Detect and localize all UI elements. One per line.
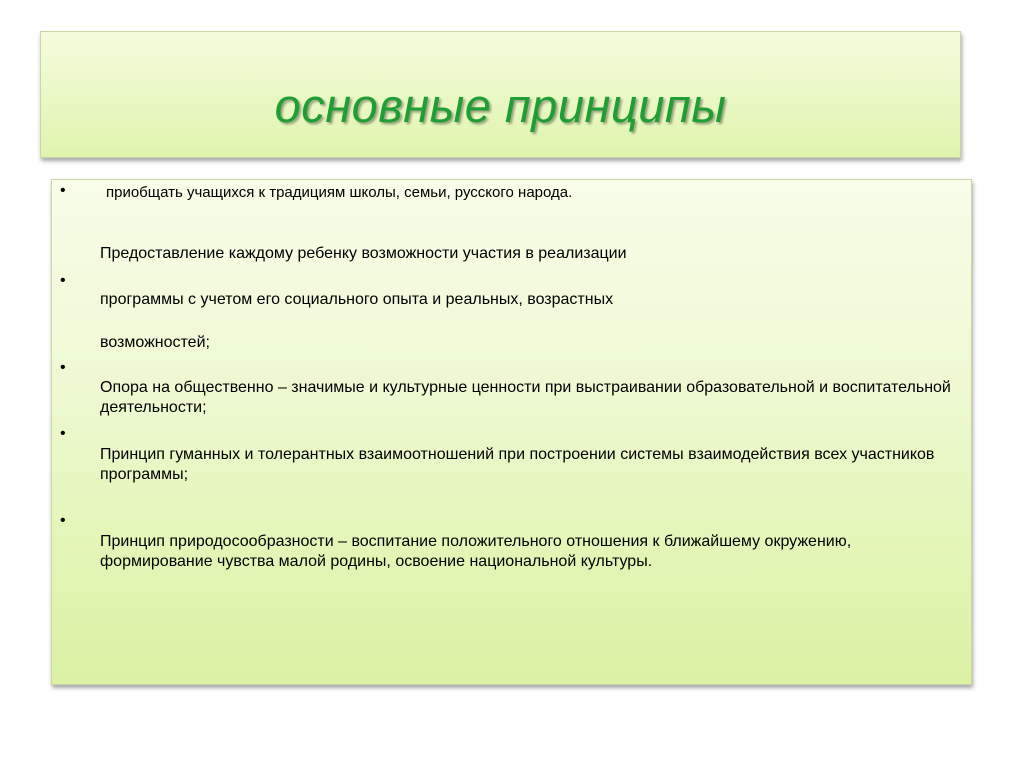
- list-item-2-line-2: программы с учетом его социального опыта и реальных, возрастных: [100, 291, 614, 308]
- list-item-4: Принцип гуманных и толерантных взаимоотношений при построении системы взаимодействия всех участников программы;: [100, 446, 935, 483]
- list-item-2-line-1: Предоставление каждому ребенку возможности участия в реализации: [100, 245, 627, 262]
- bullet-5: •: [60, 512, 66, 529]
- slide-title: основные принципы: [274, 79, 727, 132]
- list-item-5: Принцип природосообразности – воспитание положительного отношения к ближайшему окружению, формирование чувства малой родины, освоение национальной культуры.: [100, 533, 852, 570]
- bullet-3: •: [60, 359, 66, 376]
- list-item-3: Опора на общественно – значимые и культурные ценности при выстраивании образовательной и воспитательной деятельности;: [100, 379, 951, 416]
- list-item-2-line-3: возможностей;: [100, 334, 210, 351]
- bullet-2: •: [60, 272, 66, 289]
- bullet-1: •: [60, 182, 66, 199]
- list-item-1-line-1: приобщать учащихся к традициям школы, семьи, русского народа.: [106, 184, 573, 201]
- bullet-4: •: [60, 425, 66, 442]
- title-box: [40, 31, 961, 158]
